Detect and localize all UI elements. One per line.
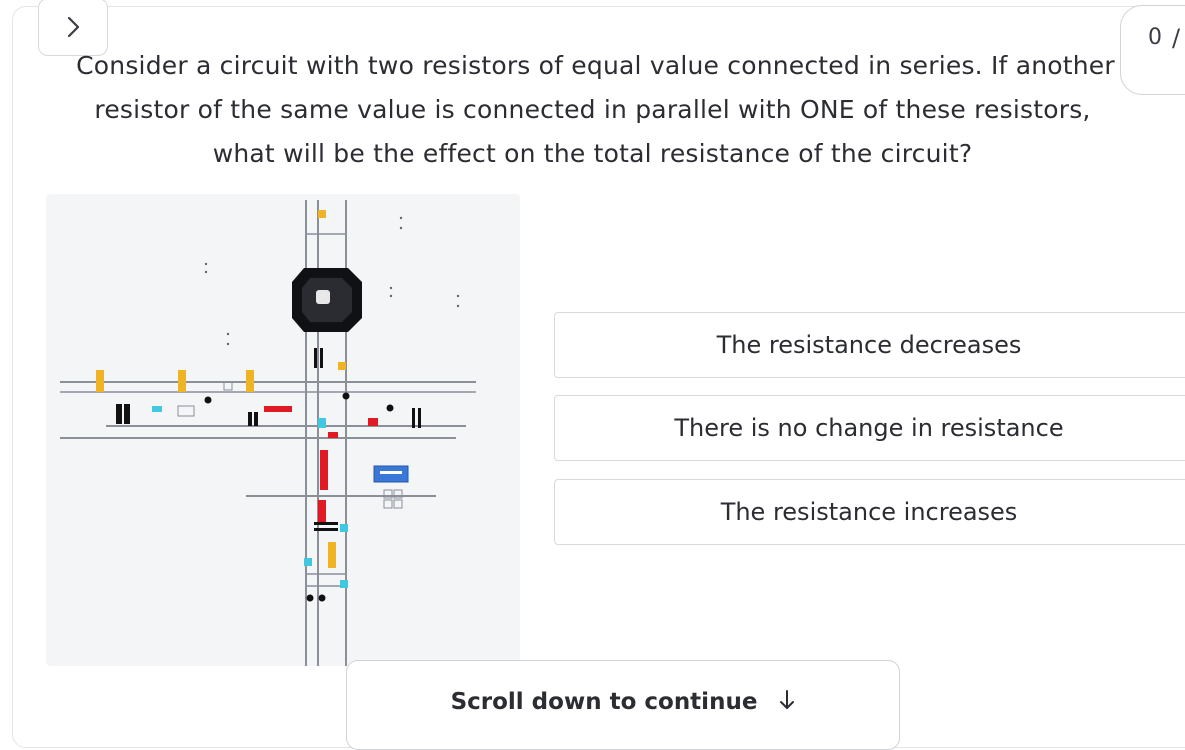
question-line-3: what will be the effect on the total resistance of the circuit? — [212, 139, 973, 168]
score-value: 0 — [1148, 25, 1162, 50]
answer-option-increases[interactable] — [554, 479, 1185, 545]
scroll-down-button[interactable] — [346, 660, 900, 750]
question-line-1: Consider a circuit with two resistors of equal value connected in series. If another — [76, 51, 1115, 80]
circuit-illustration — [46, 194, 520, 666]
answer-option-no-change[interactable] — [554, 395, 1185, 461]
arrow-down-icon — [779, 689, 795, 717]
answer-option-label: The resistance increases — [720, 498, 1018, 526]
question-line-2: resistor of the same value is connected in parallel with ONE of these resistors, — [94, 95, 1091, 124]
question-text — [0, 44, 1185, 176]
answer-option-decreases[interactable] — [554, 312, 1185, 378]
answer-option-label: The resistance decreases — [716, 331, 1022, 359]
score-separator: / — [1172, 24, 1181, 52]
scroll-button-label: Scroll down to continue — [450, 689, 758, 715]
chevron-right-icon — [63, 15, 83, 39]
circuit-graphic — [46, 194, 520, 666]
answer-option-label: There is no change in resistance — [674, 414, 1064, 442]
